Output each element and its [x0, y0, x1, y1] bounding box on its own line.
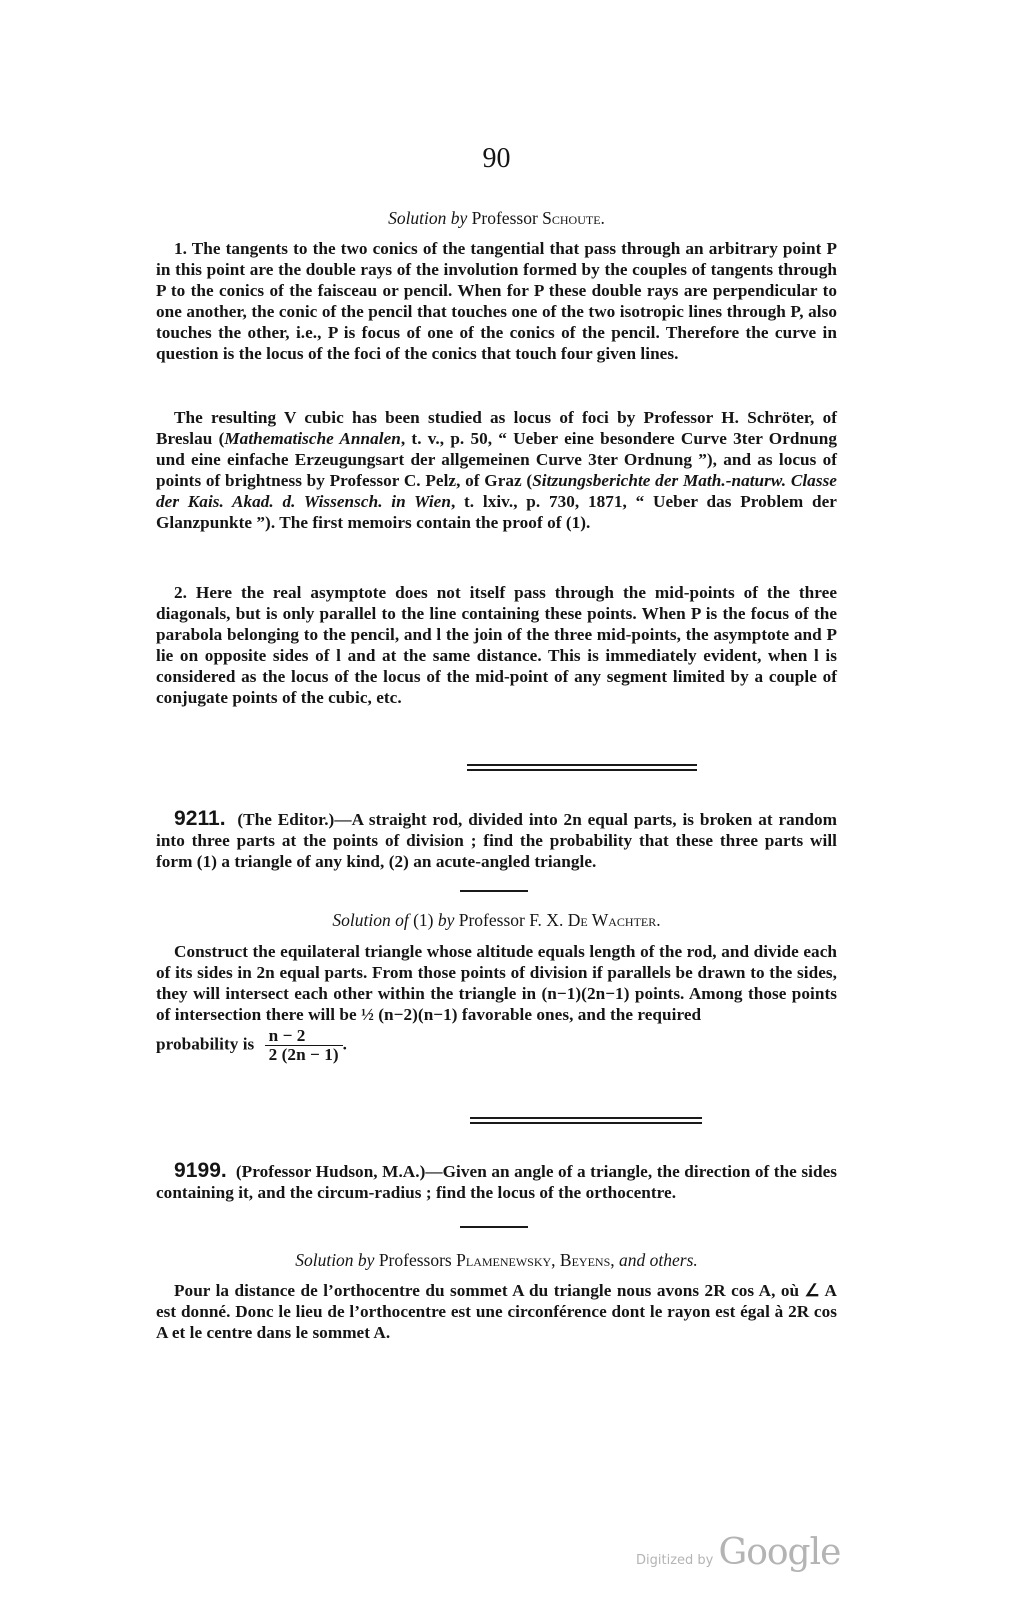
- paragraph-2: [156, 407, 837, 534]
- heading-name: Professor F. X.: [458, 910, 564, 930]
- watermark-small-text: Digitized by: [636, 1553, 714, 1568]
- heading-author: Schoute.: [542, 208, 605, 228]
- p2-part-c: , t. lxiv., p. 730, 1871, “ Ueber das Problem der Glanzpunkte ”). The first memoirs contain the proof of (1).: [156, 492, 837, 533]
- solution-9211-text: Construct the equilateral triangle whose altitude equals length of the rod, and divide each of its sides in 2n equal parts. From those points of division if parallels be drawn to the sides, they will intersect each other within the triangle in (n−1)(2n−1) points. Among those points of intersection there will be ½ (n−2)(n−1) favorable ones, and the required: [156, 942, 837, 1025]
- p2-part-a: The resulting V cubic has been studied as locus of foci by Professor H. Schröter, of Breslau (: [156, 408, 837, 449]
- question-9211: [156, 808, 837, 872]
- short-rule-1: [460, 890, 528, 892]
- heading-name: Professor: [471, 208, 538, 228]
- heading-name: Professors: [378, 1250, 452, 1270]
- fraction-numerator: n − 2: [265, 1027, 343, 1046]
- heading-author: De Wachter.: [567, 910, 661, 930]
- heading-italic: Solution by: [295, 1250, 375, 1270]
- section-divider-1: [467, 764, 697, 771]
- probability-line: probability is $\frac{n - 2}{2 (2n - 1)}$ .: [156, 1026, 347, 1065]
- probability-label: probability is: [156, 1034, 255, 1054]
- google-logo: Google: [718, 1532, 841, 1573]
- question-number: 9199.: [174, 1159, 227, 1182]
- solution-9199-text: Pour la distance de l’orthocentre du sommet A du triangle nous avons 2R cos A, où ∠ A est donné. Donc le lieu de l’orthocentre est une circonférence dont le rayon est égal à 2R cos A et le centre dans le sommet A.: [156, 1281, 837, 1343]
- solution-heading-dewachter: [156, 910, 837, 931]
- fraction-denominator: 2 (2n − 1): [268, 1045, 339, 1065]
- paragraph-2-text: [156, 407, 837, 534]
- section-divider-2: [470, 1117, 702, 1124]
- paragraph-1-text: 1. The tangents to the two conics of the tangential that pass through an arbitrary point P in this point are the double rays of the involution formed by the couples of tangents through P to the conics of the faisceau or pencil. When for P these double rays are perpendicular to one another, the conic of the pencil that touches one of the two isotropic lines through P, also touches the other, i.e., P is focus of one of the conics of the pencil. Therefore the curve in question is the locus of the foci of the conics that touch four given lines.: [156, 239, 837, 364]
- solution-9199: [156, 1280, 837, 1343]
- p2-citation-2: Sitzungsberichte der Math.-naturw. Classe der Kais. Akad. d. Wissensch. in Wien: [156, 471, 837, 512]
- solution-9211: [156, 941, 837, 1064]
- heading-italic: Solution of: [332, 910, 409, 930]
- solution-heading-schoute: [156, 208, 837, 229]
- heading-tail: and others.: [619, 1250, 698, 1270]
- paragraph-3-text: 2. Here the real asymptote does not itself pass through the mid-points of the three diagonals, but is only parallel to the line containing these points. When P is the focus of the parabola belonging to the pencil, and l the join of the three mid-points, the asymptote and P lie on opposite sides of l and at the same distance. This is immediately evident, when l is considered as the locus of the locus of the mid-point of any segment limited by a couple of conjugate points of the cubic, etc.: [156, 583, 837, 708]
- heading-by: by: [437, 910, 455, 930]
- question-body: —Given an angle of a triangle, the direction of the sides containing it, and the circum-radius ; find the locus of the orthocentre.: [156, 1162, 837, 1203]
- question-9199-text: [156, 1160, 837, 1203]
- heading-mid: (1): [413, 910, 434, 930]
- question-number: 9211.: [174, 807, 226, 830]
- paragraph-3: [156, 582, 837, 709]
- solution-heading-plamenewsky: [156, 1250, 837, 1271]
- question-author: (The Editor.): [237, 810, 335, 829]
- paragraph-1: [156, 238, 837, 365]
- heading-authors: Plamenewsky, Beyens,: [456, 1250, 615, 1270]
- short-rule-2: [460, 1226, 528, 1228]
- p2-part-b: , t. v., p. 50, “ Ueber eine besondere Curve 3ter Ordnung und eine einfache Erzeugungsart der allgemeinen Curve 3ter Ordnung ”), and as locus of points of brightness by Professor C. Pelz, of Graz (: [156, 429, 837, 491]
- question-body: —A straight rod, divided into 2n equal parts, is broken at random into three parts at the points of division ; find the probability that these three parts will form (1) a triangle of any kind, (2) an acute-angled triangle.: [156, 810, 837, 872]
- digitized-by-google-watermark: [636, 1532, 840, 1573]
- heading-italic: Solution by: [388, 208, 468, 228]
- probability-fraction: [265, 1027, 343, 1064]
- p2-citation-1: Mathematische Annalen: [224, 429, 401, 449]
- question-author: (Professor Hudson, M.A.): [235, 1162, 426, 1181]
- page-number: 90: [482, 143, 511, 174]
- question-9199: [156, 1160, 837, 1203]
- question-9211-text: [156, 808, 837, 872]
